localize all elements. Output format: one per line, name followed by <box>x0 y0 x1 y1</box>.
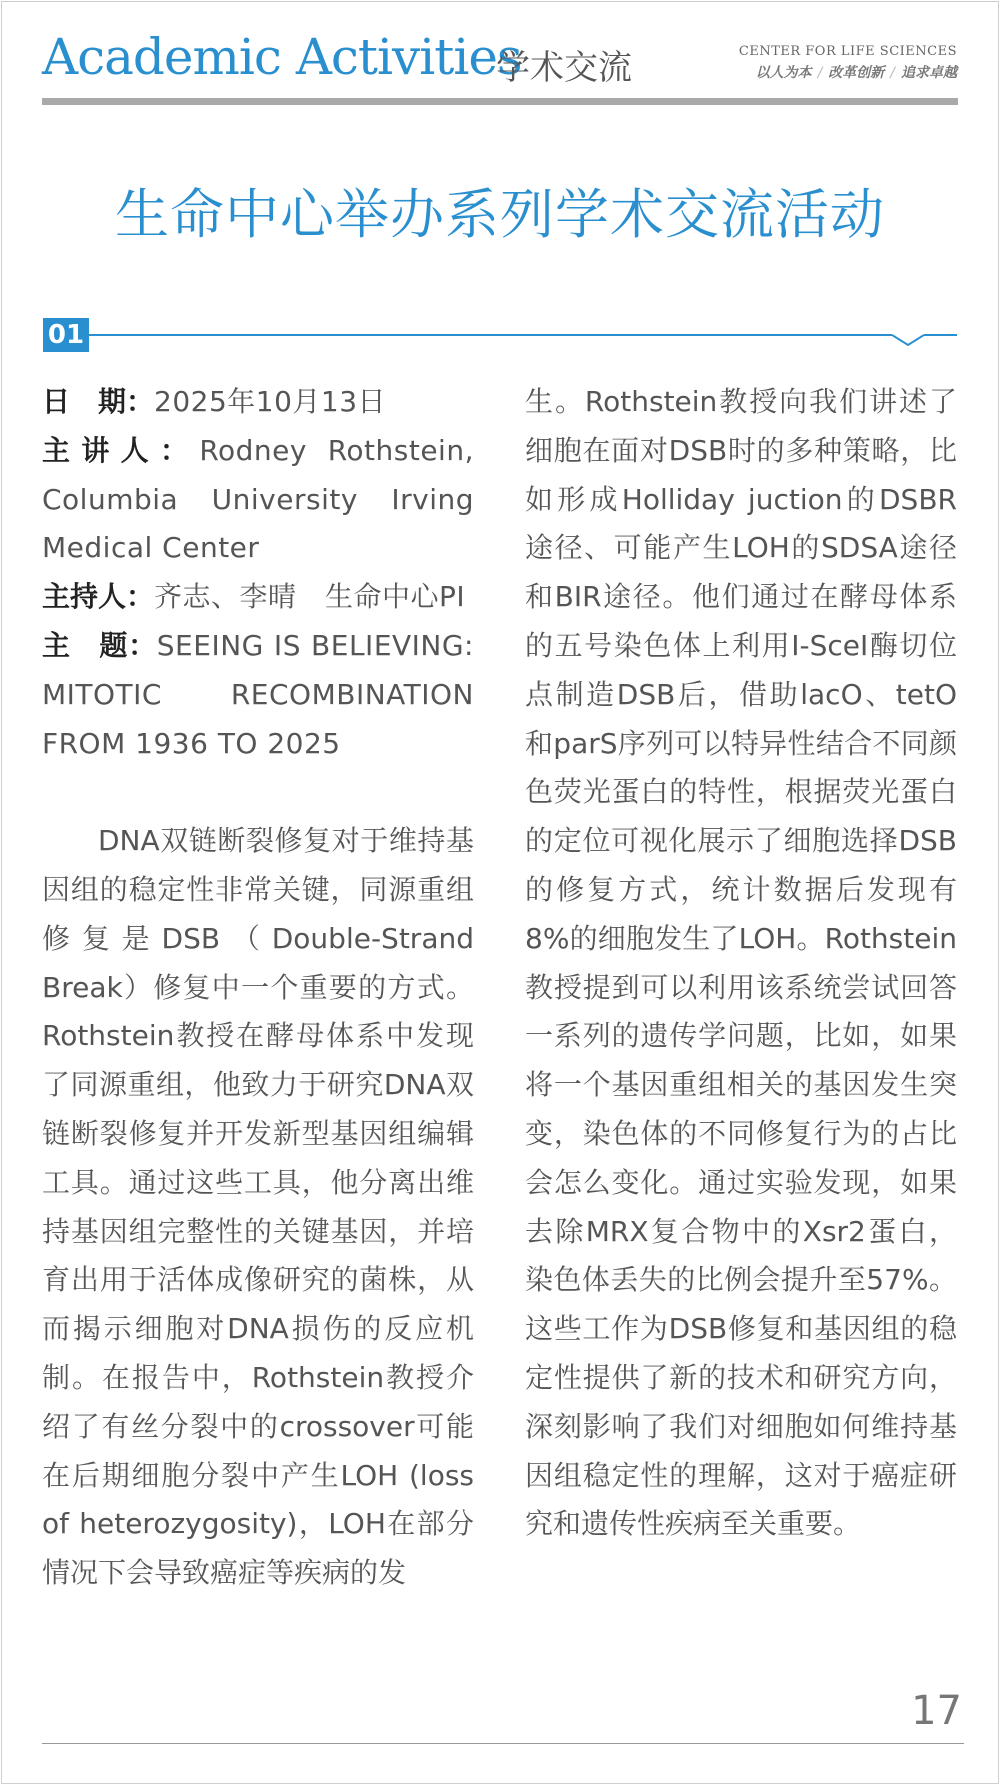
left-column <box>42 378 474 1598</box>
speaker-label: 主讲人： <box>42 433 200 467</box>
speaker-value: Rodney Rothstein, Columbia University Irving Medical Center <box>42 433 474 565</box>
header-divider <box>42 98 958 105</box>
footer-divider <box>42 1743 964 1744</box>
meta-date <box>42 378 474 427</box>
motto-1: 以人为本 <box>755 65 812 81</box>
topic-label: 主 题： <box>42 628 157 662</box>
event-meta <box>42 378 474 768</box>
header-title-cn: 学术交流 <box>496 48 632 88</box>
host-value: 齐志、李晴 生命中心PI <box>154 580 466 614</box>
body-paragraph-right: 生。Rothstein教授向我们讲述了细胞在面对DSB时的多种策略，比如形成Holliday juction的DSBR途径、可能产生LOH的SDSA途径和BIR途径。他们通过在酵母体系的五号染色体上利用I-SceI酶切位点制造DSB后，借助lacO、tetO和parS序列可以特异性结合不同颜色荧光蛋白的特性，根据荧光蛋白的定位可视化展示了细胞选择DSB的修复方式，统计数据后发现有8%的细胞发生了LOH。Rothstein教授提到可以利用该系统尝试回答一系列的遗传学问题，比如，如果将一个基因重组相关的基因发生突变，染色体的不同修复行为的占比会怎么变化。通过实验发现，如果去除MRX复合物中的Xsr2蛋白，染色体丢失的比例会提升至57%。这些工作为DSB修复和基因组的稳定性提供了新的技术和研究方向，深刻影响了我们对细胞如何维持基因组稳定性的理解，这对于癌症研究和遗传性疾病至关重要。 <box>525 385 957 1541</box>
topic-value: SEEING IS BELIEVING: MITOTIC RECOMBINATION FROM 1936 TO 2025 <box>42 628 474 760</box>
motto-separator: / <box>890 65 895 81</box>
meta-topic <box>42 622 474 768</box>
body-paragraph-left: DNA双链断裂修复对于维持基因组的稳定性非常关键，同源重组修复是DSB（Double-Strand Break）修复中一个重要的方式。Rothstein教授在酵母体系中发现了同源重组，他致力于研究DNA双链断裂修复并开发新型基因组编辑工具。通过这些工具，他分离出维持基因组完整性的关键基因，并培育出用于活体成像研究的菌株，从而揭示细胞对DNA损伤的反应机制。在报告中，Rothstein教授介绍了有丝分裂中的crossover可能在后期细胞分裂中产生LOH (loss of heterozygosity)，LOH在部分情况下会导致癌症等疾病的发 <box>42 824 474 1590</box>
motto-2: 改革创新 <box>828 65 885 81</box>
meta-host <box>42 573 474 622</box>
section-number-badge: 01 <box>43 318 89 352</box>
paragraph-spacer <box>42 768 474 817</box>
page-number: 17 <box>911 1688 962 1734</box>
motto-separator: / <box>817 65 823 81</box>
date-value: 2025年10月13日 <box>154 385 387 418</box>
date-label: 日 期： <box>42 385 155 418</box>
host-label: 主持人： <box>42 580 155 614</box>
header-title-en: Academic Activities <box>42 28 522 86</box>
meta-speaker <box>42 427 474 573</box>
motto-3: 追求卓越 <box>901 65 957 81</box>
article-title: 生命中心举办系列学术交流活动 <box>115 183 885 246</box>
header-org-name: CENTER FOR LIFE SCIENCES <box>738 44 957 59</box>
section-divider <box>89 334 957 336</box>
section-notch-icon <box>892 334 924 348</box>
right-column <box>525 378 957 1549</box>
header-mottos <box>756 62 957 82</box>
